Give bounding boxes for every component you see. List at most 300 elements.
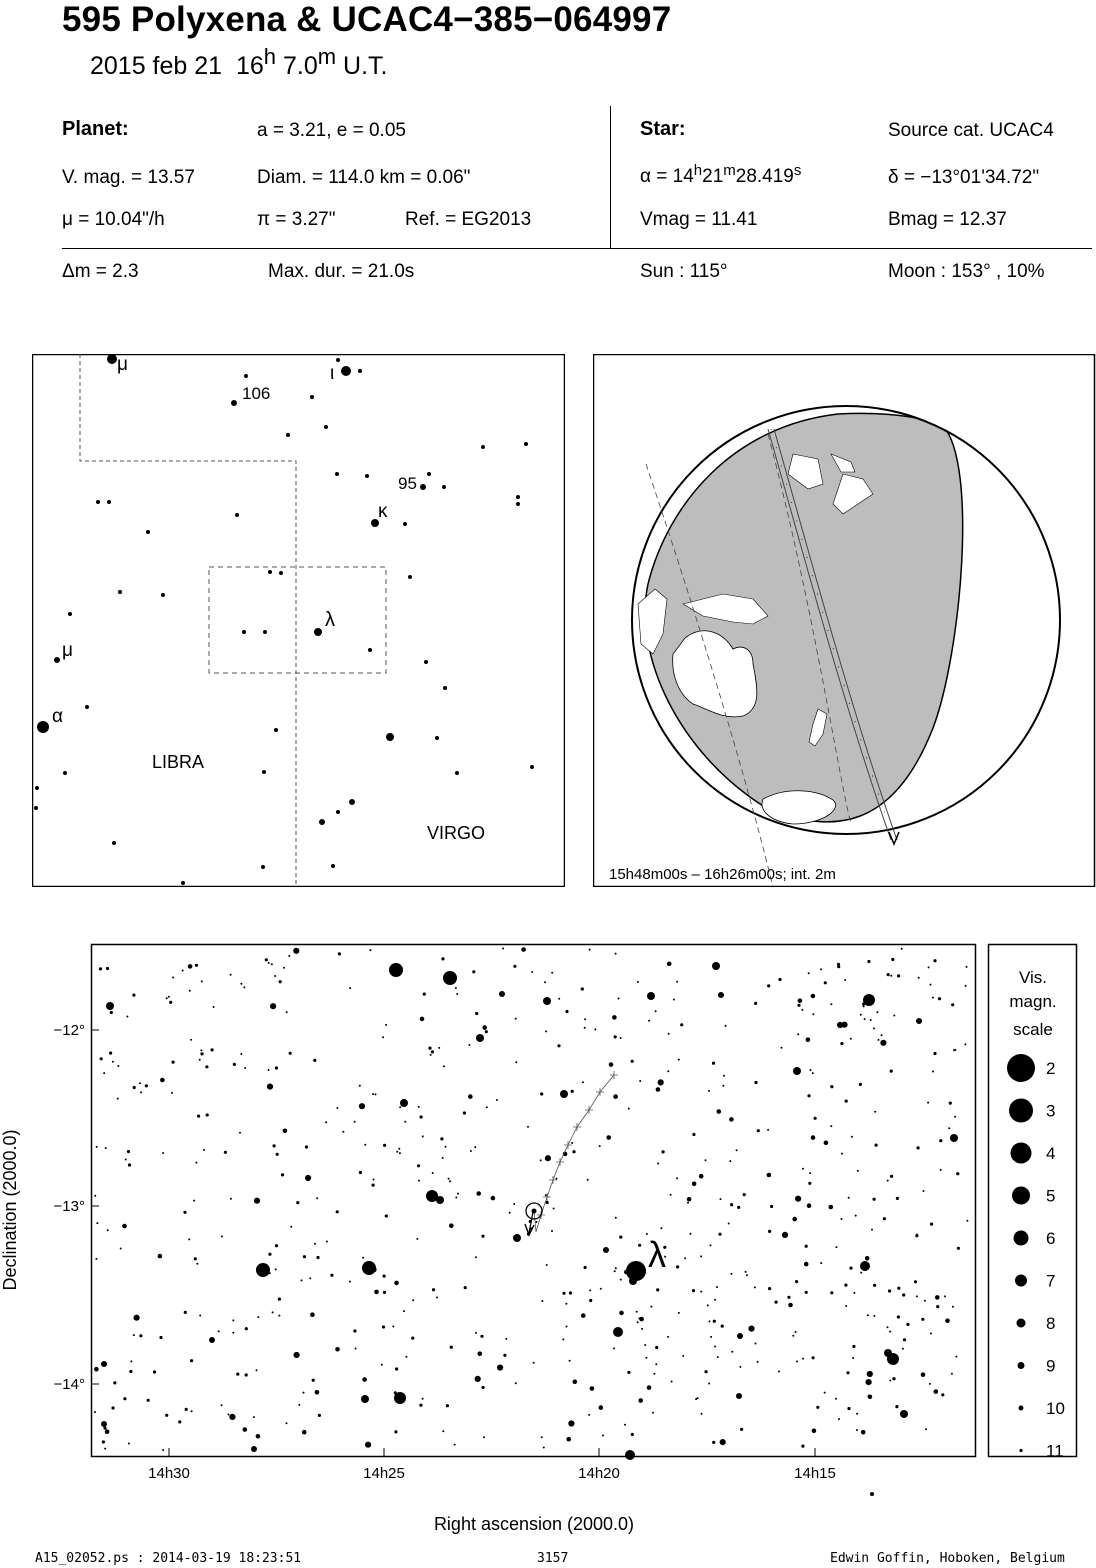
x-tick-14h30: 14h30 — [148, 1465, 190, 1482]
field-star — [778, 978, 781, 981]
legend-mag-label: 7 — [1046, 1271, 1056, 1291]
field-star — [804, 1262, 809, 1267]
field-star — [196, 1263, 198, 1265]
x-tick-14h15: 14h15 — [794, 1465, 836, 1482]
field-star — [315, 1390, 320, 1395]
x-tick-14h25: 14h25 — [363, 1465, 405, 1482]
bright-star — [626, 1261, 646, 1281]
field-star — [105, 1147, 107, 1149]
legend-title-line3: scale — [1013, 1020, 1053, 1039]
bright-star — [256, 1263, 270, 1277]
field-star — [589, 949, 591, 951]
field-star — [268, 962, 270, 964]
field-star — [221, 1404, 223, 1406]
field-star — [112, 1061, 114, 1063]
field-star — [359, 1085, 361, 1087]
field-star — [667, 1336, 669, 1338]
field-star — [94, 1411, 96, 1413]
field-star — [812, 1072, 814, 1074]
label-mu-left: μ — [62, 640, 73, 661]
field-star — [938, 997, 941, 1000]
field-star — [957, 1247, 960, 1250]
field-star — [383, 1275, 386, 1278]
field-star — [290, 1226, 292, 1228]
field-star — [795, 1196, 801, 1202]
bright-star — [603, 1247, 609, 1253]
field-star — [814, 1117, 817, 1120]
finder-star — [368, 648, 372, 652]
legend-mag-label: 4 — [1046, 1144, 1056, 1163]
field-star — [837, 1022, 843, 1028]
field-star — [755, 1343, 757, 1345]
field-star — [940, 1169, 942, 1171]
field-star — [582, 1081, 584, 1083]
field-star — [513, 1203, 515, 1205]
field-star — [330, 1274, 333, 1277]
globe-panel — [593, 354, 1096, 887]
field-star — [569, 1360, 571, 1362]
field-star — [188, 1238, 190, 1240]
label-alpha: α — [52, 706, 63, 727]
field-star — [382, 1036, 384, 1038]
field-star — [841, 1218, 843, 1220]
field-star — [668, 1033, 670, 1035]
field-star — [274, 975, 276, 977]
field-star — [106, 967, 109, 970]
field-star — [190, 1359, 193, 1362]
field-star — [122, 1224, 127, 1229]
field-star — [442, 1157, 444, 1159]
field-star — [868, 1395, 873, 1400]
field-star — [638, 1244, 641, 1247]
event-minute: 7.0 — [283, 52, 318, 80]
field-star — [270, 1003, 276, 1009]
field-star — [475, 1256, 477, 1258]
field-star — [551, 1230, 553, 1232]
field-star — [233, 1063, 236, 1066]
field-star — [556, 1178, 558, 1180]
field-star — [864, 1018, 866, 1020]
field-star — [436, 1297, 438, 1299]
finder-star — [427, 472, 431, 476]
star-bmag: Bmag = 12.37 — [888, 209, 1007, 230]
field-star — [949, 1102, 952, 1105]
field-star — [692, 1133, 695, 1136]
field-star — [812, 1013, 814, 1015]
field-star — [948, 1127, 950, 1129]
field-star — [486, 1106, 488, 1108]
finder-star — [261, 865, 265, 869]
field-star — [878, 1039, 880, 1041]
field-star — [965, 985, 967, 987]
field-star — [281, 1173, 284, 1176]
footer-number: 3157 — [537, 1551, 569, 1566]
planet-orbit: a = 3.21, e = 0.05 — [257, 120, 406, 141]
field-star — [420, 1017, 425, 1022]
field-star — [830, 1125, 832, 1127]
field-star — [615, 953, 617, 955]
field-star — [545, 1194, 547, 1196]
field-star — [705, 1159, 707, 1161]
field-star — [788, 1303, 793, 1308]
field-star — [558, 998, 560, 1000]
field-star — [450, 1346, 453, 1349]
field-star — [662, 1150, 665, 1153]
field-star — [717, 1109, 722, 1114]
finder-star — [107, 354, 117, 364]
finder-star — [146, 530, 150, 534]
field-star — [700, 1291, 702, 1293]
field-star — [707, 1304, 709, 1306]
finder-star — [286, 433, 290, 437]
finder-star — [68, 612, 72, 616]
y-tick-minus13: −13° — [53, 1198, 85, 1215]
field-star — [802, 1358, 804, 1360]
field-star — [780, 1047, 782, 1049]
field-star — [272, 1311, 274, 1313]
field-star — [859, 1083, 862, 1086]
field-star — [130, 1360, 132, 1362]
finder-star — [336, 358, 340, 362]
finder-star — [37, 721, 49, 733]
field-star — [286, 1011, 288, 1013]
bright-star — [101, 1421, 107, 1427]
bright-star — [106, 1002, 114, 1010]
field-star — [837, 963, 840, 966]
planet-diameter: Diam. = 114.0 km = 0.06" — [257, 167, 471, 188]
y-tick-minus14: −14° — [53, 1376, 85, 1393]
field-star — [128, 1163, 131, 1166]
legend-mag-dot — [1018, 1362, 1025, 1369]
field-star — [718, 1233, 721, 1236]
field-star — [792, 1335, 794, 1337]
field-star — [637, 981, 639, 983]
field-star — [824, 1141, 829, 1146]
field-star — [228, 1414, 230, 1416]
field-star — [863, 1005, 865, 1007]
field-star — [521, 947, 526, 952]
field-star — [335, 1347, 340, 1352]
field-star — [636, 1311, 638, 1313]
finder-star — [365, 474, 369, 478]
field-star — [860, 1014, 862, 1016]
field-star — [725, 1025, 727, 1027]
field-star — [245, 1373, 248, 1376]
field-star — [305, 1145, 308, 1148]
field-star — [399, 1152, 401, 1154]
field-star — [881, 1034, 883, 1036]
legend-mag-label: 11 — [1046, 1441, 1064, 1461]
finder-star — [310, 395, 314, 399]
field-star — [213, 1006, 215, 1008]
field-star — [105, 1429, 110, 1434]
field-star — [721, 1325, 724, 1328]
field-star — [809, 1172, 811, 1174]
bright-star — [209, 1337, 215, 1343]
field-star — [838, 1418, 840, 1420]
field-star — [94, 1195, 96, 1197]
field-star — [244, 1067, 246, 1069]
field-star — [568, 1420, 574, 1426]
field-star — [746, 1274, 748, 1276]
field-star — [902, 1348, 904, 1350]
field-star — [165, 1414, 168, 1417]
field-star — [757, 1129, 760, 1132]
field-star — [445, 1146, 447, 1148]
field-star — [676, 1265, 679, 1268]
field-star — [930, 1333, 932, 1335]
field-star — [897, 1315, 900, 1318]
field-star — [820, 968, 822, 970]
field-star — [172, 977, 174, 979]
x-axis — [148, 1448, 836, 1534]
finder-star — [335, 472, 339, 476]
finder-star — [319, 819, 325, 825]
field-star — [812, 1429, 817, 1434]
finder-star — [386, 733, 394, 741]
legend-title-line2: magn. — [1009, 992, 1057, 1011]
field-star — [860, 1272, 862, 1274]
event-date: 2015 feb 21 — [90, 52, 223, 80]
field-star — [566, 1437, 571, 1442]
field-star — [802, 1168, 804, 1170]
field-star — [599, 1405, 604, 1410]
bright-star — [101, 1361, 107, 1367]
field-star — [185, 1408, 188, 1411]
finder-star — [231, 400, 237, 406]
field-star — [924, 1300, 926, 1302]
legend-mag-dot — [1007, 1054, 1035, 1082]
field-star — [887, 973, 890, 976]
field-star — [690, 1233, 692, 1235]
legend-mag-dot — [1019, 1406, 1024, 1411]
field-star — [883, 1217, 886, 1220]
field-star — [731, 1273, 733, 1275]
field-star — [846, 1371, 849, 1374]
field-star — [126, 1016, 128, 1018]
field-star — [325, 1121, 327, 1123]
field-star — [954, 1116, 956, 1118]
bright-star — [251, 1446, 257, 1452]
lambda-annotation: λ — [648, 1234, 666, 1275]
field-star — [169, 1001, 172, 1004]
field-star — [714, 1346, 716, 1348]
field-star — [835, 1246, 837, 1248]
field-star — [932, 1071, 934, 1073]
field-star — [952, 1306, 954, 1308]
field-star — [423, 993, 426, 996]
legend-mag-label: 5 — [1046, 1186, 1056, 1206]
field-star — [705, 1370, 708, 1373]
field-star — [684, 1257, 686, 1259]
bright-star — [499, 991, 505, 997]
field-star — [221, 1235, 223, 1237]
field-star — [581, 1313, 586, 1318]
field-star — [584, 1027, 586, 1029]
legend-mag-label: 3 — [1046, 1101, 1056, 1121]
field-star — [419, 1404, 422, 1407]
field-star — [117, 1098, 119, 1100]
finder-star — [262, 770, 266, 774]
field-star — [850, 1038, 852, 1040]
field-star — [745, 1271, 747, 1273]
field-star — [797, 1033, 799, 1035]
field-star — [544, 981, 546, 983]
field-star — [166, 997, 168, 999]
field-star — [468, 1094, 473, 1099]
footer-file: A15_02052.ps : 2014-03-19 18:23:51 — [35, 1551, 302, 1566]
field-star — [840, 1042, 843, 1045]
field-star — [856, 1413, 858, 1415]
legend-mag-label: 9 — [1046, 1356, 1056, 1376]
field-star — [527, 1126, 529, 1128]
field-star — [562, 1292, 565, 1295]
field-star — [810, 1069, 812, 1071]
field-star — [851, 1136, 853, 1138]
field-star — [296, 1201, 299, 1204]
field-star — [712, 1062, 715, 1065]
field-star — [316, 1197, 318, 1199]
bright-star — [625, 1450, 635, 1460]
field-star — [446, 1404, 449, 1407]
planet-heading: Planet: — [62, 118, 129, 140]
field-star — [770, 1205, 773, 1208]
field-star — [589, 1299, 592, 1302]
field-star — [278, 1298, 281, 1301]
ra-hours: α = 14 — [640, 166, 694, 187]
field-star — [103, 1072, 105, 1074]
field-star — [787, 1296, 790, 1299]
field-star — [824, 981, 827, 984]
field-star — [624, 1424, 626, 1426]
field-star — [338, 952, 341, 955]
field-star — [797, 1004, 800, 1007]
field-star — [159, 1336, 162, 1339]
field-star — [644, 1344, 646, 1346]
field-star — [303, 1255, 306, 1258]
legend-mag-dot — [1009, 1099, 1033, 1123]
field-star — [383, 1291, 386, 1294]
field-star — [916, 1295, 918, 1297]
finder-star — [336, 810, 340, 814]
bright-star — [718, 992, 724, 998]
field-star — [364, 1144, 366, 1146]
field-star — [107, 1229, 109, 1231]
y-tick-minus12: −12° — [53, 1022, 85, 1039]
field-star — [336, 1210, 339, 1213]
field-star — [867, 960, 870, 963]
legend-mag-label: 10 — [1046, 1399, 1065, 1418]
star-dec: δ = −13°01'34.72" — [888, 167, 1040, 188]
field-star — [845, 1305, 847, 1307]
field-star — [293, 948, 299, 954]
finder-star — [314, 628, 322, 636]
header-divider — [610, 106, 611, 248]
field-star — [372, 1093, 374, 1095]
field-star — [404, 1121, 406, 1123]
field-star — [313, 1059, 316, 1062]
field-star — [876, 1011, 878, 1013]
field-star — [589, 1289, 591, 1291]
field-star — [639, 1080, 641, 1082]
finder-star — [112, 841, 116, 845]
field-star — [687, 1197, 692, 1202]
ra-h-unit: h — [693, 162, 703, 179]
field-star — [416, 1238, 418, 1240]
page-title: 595 Polyxena & UCAC4−385−064997 — [62, 0, 672, 39]
field-star — [431, 1050, 434, 1053]
sun-elongation: Sun : 115° — [640, 261, 728, 282]
finder-star — [107, 500, 111, 504]
field-star — [191, 1410, 193, 1412]
field-star — [239, 1132, 241, 1134]
field-star — [190, 1039, 192, 1041]
ra-s-unit: s — [793, 162, 802, 179]
field-star — [658, 1079, 664, 1085]
field-star — [631, 1060, 634, 1063]
legend-mag-dot — [1012, 1187, 1030, 1205]
planet-reference: Ref. = EG2013 — [405, 209, 532, 230]
finder-star — [63, 771, 67, 775]
finder-star — [524, 442, 528, 446]
star-vmag: Vmag = 11.41 — [640, 209, 758, 230]
field-star — [892, 1377, 895, 1380]
field-star — [796, 1361, 798, 1363]
field-star — [712, 1441, 715, 1444]
field-star — [620, 1279, 622, 1281]
field-star — [139, 1082, 141, 1084]
field-star — [298, 1404, 300, 1406]
field-star — [515, 1382, 517, 1384]
field-star — [678, 1059, 680, 1061]
field-star — [365, 1442, 371, 1448]
field-star — [587, 1179, 589, 1181]
field-star — [917, 1146, 920, 1149]
field-star — [395, 1367, 398, 1370]
field-star — [830, 1291, 833, 1294]
finder-star — [263, 630, 267, 634]
field-star — [855, 1215, 857, 1217]
field-star — [382, 1325, 385, 1328]
field-star — [792, 1217, 797, 1222]
field-star — [795, 1331, 797, 1333]
field-star — [925, 1428, 927, 1430]
field-star — [485, 1030, 488, 1033]
field-star — [303, 1392, 305, 1394]
field-star — [865, 1256, 870, 1261]
finder-star — [435, 736, 439, 740]
field-star — [731, 1351, 733, 1353]
field-star — [652, 1412, 654, 1414]
field-star — [647, 1385, 652, 1390]
field-star — [182, 970, 184, 972]
field-star — [573, 1380, 578, 1385]
field-star — [930, 1223, 933, 1226]
field-star — [757, 1361, 759, 1363]
field-star — [133, 1086, 136, 1089]
field-star — [545, 1155, 551, 1161]
field-star — [267, 1084, 273, 1090]
finder-star — [358, 369, 362, 373]
field-star — [454, 1444, 456, 1446]
field-star — [399, 1106, 401, 1108]
field-star — [491, 1196, 496, 1201]
field-star — [710, 1336, 712, 1338]
field-star — [932, 997, 934, 999]
field-star — [775, 1301, 778, 1304]
field-star — [482, 1386, 485, 1389]
star-heading: Star: — [640, 118, 686, 140]
